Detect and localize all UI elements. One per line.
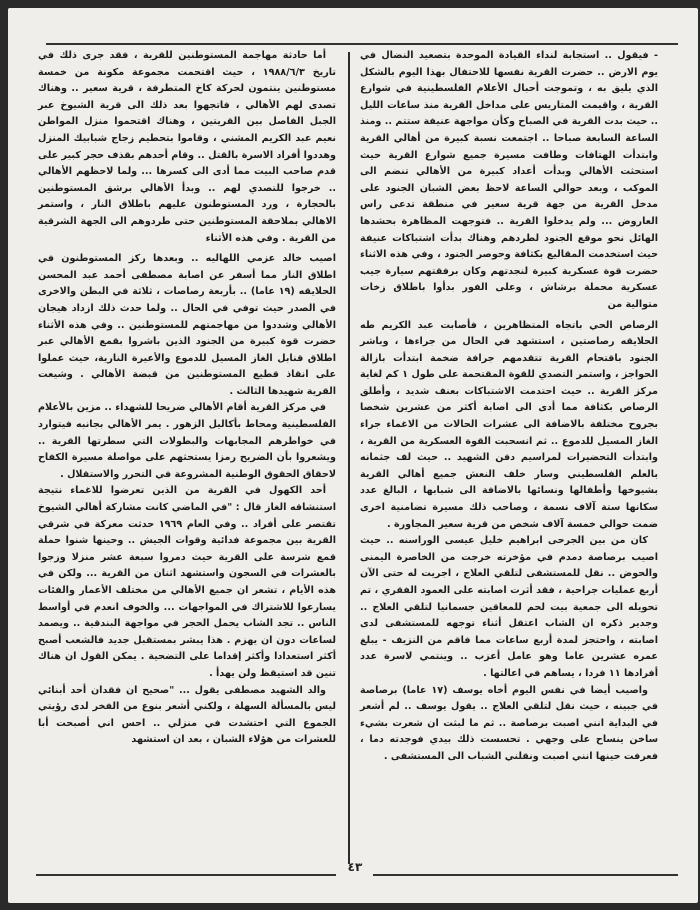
paragraph: واصيب أيضا في نفس اليوم أخاه يوسف (١٧ عاما) برصاصة في جبينه ، حيث نقل لتلقي العلاج .. يقول يوسف .. لم أشعر في البداية انني اصبت برصاصة .. ثم ما لبثت ان شعرت بشيء ساخن ينساح على وجهي . تحسست ذلك بيدي فوجدته دما ، فعرفت حينها انني اصبت ونقلني الشباب الى المستشفى . <box>360 684 658 762</box>
paragraph: في مركز القرية أقام الأهالي ضريحا للشهداء .. مزين بالأعلام الفلسطينية ومحاط بأكاليل الزهور . يمر الأهالي بجانبه فيتوارد في خواطرهم المجابهات والبطولات التي سطرتها القرية .. ويشعروا بأن الضريح رمزا يستحثهم على مواصلة مسيرة الكفاح لاحقاق الحقوق الوطنية المشروعة في التحرر والاستقلال . <box>38 402 336 480</box>
paragraph: - فيقول .. استجابة لنداء القيادة الموحدة بتصعيد النضال في يوم الارض .. حضرت القرية نفسها للاحتفال بهذا اليوم بالشكل الذي يليق به ، وتموجت أحبال الأعلام الفلسطينية في شوارع القرية ، واقيمت المتاريس على مداخل القرية منذ ساعات الليل .. حيث بدت القرية في الصباح وكأن مواجهة عنيفة ستتم .. ومنذ الساعة السابعة صباحا .. اجتمعت نسبة كبيرة من أهالي القرية وابتدأت الهتافات وطافت مسيرة جميع شوارع القرية حيث استحثت الأهالي وبدأت أعداد كبيرة من الأهالي تنضم الى الموكب ، وبعد حوالي الساعة لاحظ بعض الشبان الجنود على مدخل القرية من جهة قرية سعير في منطقة تدعى راس العاروض ... ولم يدخلوا القرية .. فتوجهت المظاهرة بحشدها الهائل نحو موقع الجنود لطردهم وهناك بدأت اشتباكات عنيفة حيث استخدمت المقاليع بكثافة وحوصر الجنود ، وفي هذه الاثناء حضرت قوة عسكرية كبيرة لنجدتهم وكان برفقتهم سيارة جيب عسكرية محملة برشاش ، وعلى الفور بدأوا باطلاق زخات متوالية من <box>360 50 658 310</box>
paragraph: اصيب خالد عزمي اللهاليه .. وبعدها ركز المستوطنون في اطلاق النار مما أسفر عن اصابة مصطفى أحمد عبد المحسن الحلايقه (١٩ عاما) .. بأربعة رصاصات ، ثلاثة في البطن والاخرى في الصدر حيث توفي في الحال .. ولما حدث ذلك ازداد هيجان الأهالي وشددوا من مهاجمتهم للمستوطنين .. وفي هذه الأثناء حضرت قوة كبيرة من الجنود الذين باشروا بقمع الأهالي عبر اطلاق قنابل الغاز المسيل للدموع والأعيرة النارية، حيث عملوا على انقاذ قطيع المستوطنين من قبضة الأهالي . وشيعت القرية شهيدها الثالث . <box>38 253 337 397</box>
article-column-left <box>38 48 336 749</box>
paragraph: الرصاص الحي باتجاه المتظاهرين ، فأصابت عبد الكريم طه الحلايقه رصاصتين ، استشهد في الحال من جراءها ، وباشر الجنود باقتحام القرية تتقدمهم جرافة ضخمة ابتدأت بازالة الحواجز ، واستمر التصدي للقوة المقتحمة على طول ١ كم لغاية مركز القرية .. حيث احتدمت الاشتباكات بعنف شديد ، وأطلق الرصاص بكثافة مما أدى الى اصابة أكثر من عشرين شخصا بجروح مختلفة بالاضافة الى عشرات الحالات من الاغماء جراء الغاز المسيل للدموع .. ثم انسحبت القوة العسكرية من القرية ، وابتدأت التحضيرات لمراسيم دفن الشهيد .. حيث لف جثمانه بالعلم الفلسطيني وسار خلف النعش جميع أهالي القرية بشيوخها وأطفالها ونسائها بالاضافة الى شبابها ، البالغ عدد سكانها ستة آلاف نسمة ، وصاحب ذلك مسيرة تضامنية اخرى ضمت حوالي خمسة آلاف شخص من قرية سعير المجاورة . <box>360 319 658 530</box>
paragraph: أما حادثة مهاجمة المستوطنين للقرية ، فقد جرى ذلك في تاريخ ١٩٨٨/٦/٣ ، حيث اقتحمت مجموعة مكونة من خمسة مستوطنين ينتمون لحركة كاخ المتطرفة ، قرية سعير .. وهناك تصدى لهم الأهالي ، فاتجهوا بعد ذلك الى قرية الشيوخ عبر الجبل الفاصل بين القريتين ، وهناك اقتحموا منزل المواطن نعيم عبد الكريم المشني ، وقاموا بتحطيم زجاج شبابيك المنزل وهددوا أفراد الاسرة بالقتل .. وقام أحدهم بقذف حجر كبير على قدم صاحب البيت مما أدى الى كسرها ... ولما لاحظهم الأهالي .. خرجوا للتصدي لهم .. وبدأ الأهالي برشق المستوطنين بالحجارة ، ورد المستوطنون عليهم باطلاق النار ، واستمر الاهالي بملاحقة المستوطنين حتى طردوهم الى الجهة الشرقية من القرية . وفي هذه الأثناء <box>38 50 336 244</box>
article-column-right <box>360 48 658 766</box>
bottom-rule-left <box>36 874 336 876</box>
column-divider <box>348 52 350 864</box>
magazine-page <box>8 8 698 903</box>
page-number: ٤٣ <box>347 860 363 874</box>
top-rule <box>46 43 678 45</box>
bottom-rule-right <box>373 874 678 876</box>
paragraph: كان من بين الجرحى ابراهيم خليل عيسى الوراسنه .. حيث اصيب برصاصة دمدم في مؤخرته خرجت من الخاصرة اليمنى والحوض .. نقل للمستشفى لتلقي العلاج ، اجريت له حتى الآن أربع عمليات جراحية ، فقد أثرت اصابته على العمود الفقري ، تم تحويله الى جمعية بيت لحم للمعاقين جسمانيا لتلقي العلاج .. وجدير ذكره ان الشاب اعتقل أثناء توجهه للمستشفى لدى اصابته ، واحتجز لمدة أربع ساعات مما فاقم من النزيف - يبلغ عمره عشرين عاما وهو عامل أعزب .. وينتمي لاسرة عدد أفرادها ١١ فردا ، يساهم في اعالتها . <box>360 535 658 679</box>
paragraph: والد الشهيد مصطفى يقول ... "صحيح ان فقدان أحد أبنائي ليس بالمسألة السهلة ، ولكني أشعر بنوع من الفخر لدى رؤيتي الجموع التي احتشدت في منزلي .. احس اني أصبحت أبا للعشرات من هؤلاء الشبان ، بعد ان استشهد <box>38 684 336 746</box>
paragraph: أحد الكهول في القرية من الذين تعرضوا للاغماء نتيجة استنشاقه الغاز قال : "في الماضي كانت مشاركة أهالي الشيوخ تقتصر على أفراد .. وفي العام ١٩٦٩ حدثت معركة في شرقي القرية بين مجموعة فدائية وقوات الجيش .. وحينها شنوا حملة قمع شرسة على القرية حيث دمروا سبعة عشر منزلا وزجوا بالعشرات في السجون واستشهد اثنان من القرية ... ولكن في هذه الأيام ، تشعر ان جميع الأهالي من مختلف الأعمار والفئات يسارعوا للاشتراك في المواجهات ... والخوف انعدم في أواسط الناس .. تجد الشاب يحمل الحجر في مواجهة البندقية .. ويصمد لساعات دون ان يهزم . هذا يبشر بمستقبل جديد فالشعب أصبح أكثر استعدادا وأكثر إقداما على التضحية . يمكن القول ان هناك تنين قد استيقظ ولن يهدأ . <box>38 485 336 679</box>
